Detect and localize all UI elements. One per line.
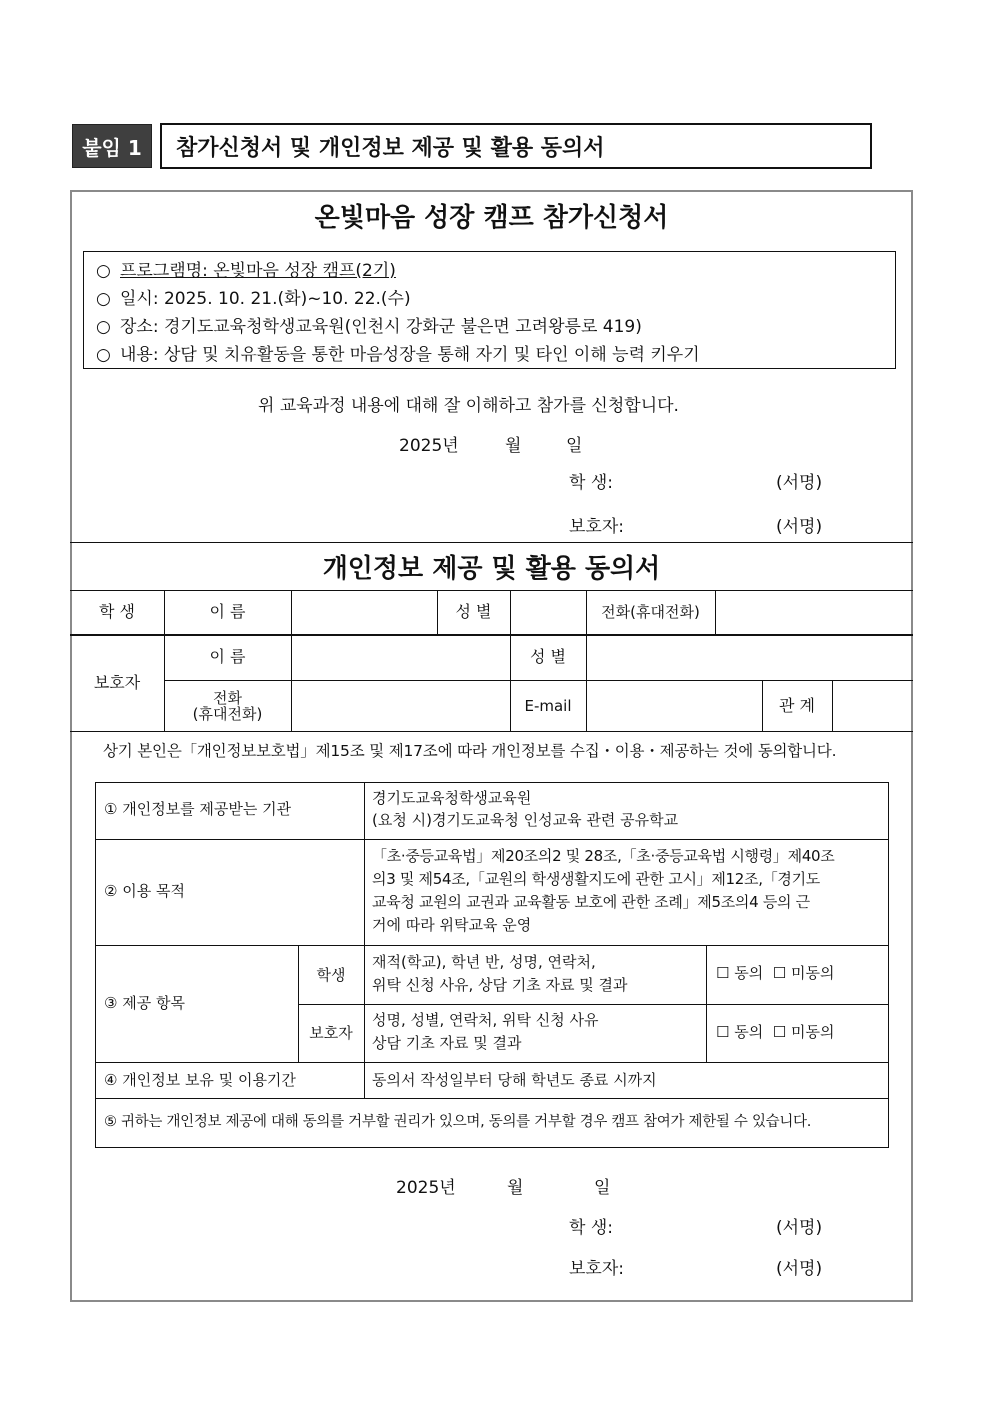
student-label: 학 생	[99, 602, 135, 621]
agree-label: 동의	[734, 964, 764, 982]
application-date-day[interactable]: 일	[566, 436, 583, 456]
student-phone-field[interactable]	[715, 590, 913, 634]
row3-guardian-line1: 성명, 성별, 연락처, 위탁 신청 사유	[372, 1011, 599, 1029]
section-divider	[70, 542, 913, 543]
row4-label: ④ 개인정보 보유 및 이용기간	[104, 1071, 296, 1089]
table-line	[95, 839, 889, 840]
row1-line2: (요청 시)경기도교육청 인성교육 관련 공유학교	[372, 811, 679, 829]
relation-field[interactable]	[832, 680, 913, 731]
row3-student-label: 학생	[316, 965, 346, 984]
program-info-box	[83, 251, 896, 369]
row2-line4: 거에 따라 위탁교육 운영	[372, 916, 532, 934]
table-line	[364, 945, 365, 1098]
row3-guardian-options	[716, 1020, 834, 1045]
row2-line1: 「초·중등교육법」제20조의2 및 28조,「초·중등교육법 시행령」제40조	[372, 847, 835, 865]
application-date-year[interactable]: 2025년	[399, 436, 459, 456]
guardian-name-field[interactable]	[291, 634, 510, 680]
student-agree-checkbox[interactable]: ☐ 동의	[716, 964, 764, 982]
application-guardian-sign[interactable]: (서명)	[776, 517, 823, 537]
consent-statement: 상기 본인은「개인정보보호법」제15조 및 제17조에 따라 개인정보를 수집・이용・제공하는 것에 동의합니다.	[103, 742, 837, 760]
row3-guardian-label: 보호자	[309, 1024, 353, 1042]
info-item-program: ○ 프로그램명: 온빛마음 성장 캠프(2기)	[96, 261, 396, 281]
guardian-phone-field[interactable]	[291, 680, 510, 731]
table-line	[95, 1098, 889, 1099]
row1-label: ① 개인정보를 제공받는 기관	[104, 800, 292, 818]
relation-label: 관 계	[779, 695, 815, 715]
row5-text: ⑤ 귀하는 개인정보 제공에 대해 동의를 거부할 권리가 있으며, 동의를 거부할 경우 캠프 참여가 제한될 수 있습니다.	[104, 1114, 812, 1130]
student-name-label: 이 름	[209, 602, 246, 621]
consent-date-day[interactable]: 일	[594, 1178, 611, 1198]
student-phone-label: 전화(휴대전화)	[601, 603, 700, 621]
table-line	[364, 782, 365, 945]
guardian-agree-checkbox[interactable]: ☐ 동의	[716, 1023, 764, 1041]
consent-date-month[interactable]: 월	[507, 1178, 524, 1198]
row2-line2: 의3 및 제54조,「교원의 학생생활지도에 관한 고시」제12조,「경기도	[372, 870, 820, 888]
student-disagree-checkbox[interactable]: ☐ 미동의	[772, 964, 835, 982]
info-item-content: ○ 내용: 상담 및 치유활동을 통한 마음성장을 통해 자기 및 타인 이해 능력 키우기	[96, 345, 700, 365]
guardian-phone-label-line2: (휴대전화)	[192, 704, 263, 723]
consent-guardian-sign[interactable]: (서명)	[776, 1259, 823, 1279]
application-guardian-label: 보호자:	[569, 517, 624, 537]
table-line	[298, 1004, 889, 1005]
student-name-field[interactable]	[291, 590, 437, 634]
info-item-place: ○ 장소: 경기도교육청학생교육원(인천시 강화군 불은면 고려왕릉로 419)	[96, 317, 642, 337]
guardian-phone-label	[164, 680, 291, 731]
disagree-label: 미동의	[790, 1023, 835, 1041]
row1-line1: 경기도교육청학생교육원	[372, 789, 532, 807]
document-title: 참가신청서 및 개인정보 제공 및 활용 동의서	[160, 123, 872, 169]
row4-text: 동의서 작성일부터 당해 학년도 종료 시까지	[372, 1071, 657, 1089]
application-title: 온빛마음 성장 캠프 참가신청서	[314, 203, 669, 233]
application-student-sign[interactable]: (서명)	[776, 473, 823, 493]
email-label: E-mail	[524, 696, 572, 715]
row3-label: ③ 제공 항목	[104, 994, 185, 1012]
guardian-disagree-checkbox[interactable]: ☐ 미동의	[772, 1023, 835, 1041]
row3-student-line1: 재적(학교), 학년 반, 성명, 연락처,	[372, 953, 596, 971]
row2-line3: 교육청 교원의 교권과 교육활동 보호에 관한 조례」제5조의4 등의 근	[372, 893, 810, 911]
consent-student-sign[interactable]: (서명)	[776, 1218, 823, 1238]
guardian-gender-label: 성 별	[530, 647, 566, 666]
row3-student-line2: 위탁 신청 사유, 상담 기초 자료 및 결과	[372, 976, 628, 994]
grid-line	[70, 731, 913, 732]
student-gender-field[interactable]	[510, 590, 586, 634]
info-item-date: ○ 일시: 2025. 10. 21.(화)~10. 22.(수)	[96, 289, 411, 309]
guardian-phone-label-line1: 전화	[213, 688, 242, 707]
student-gender-label: 성 별	[455, 602, 492, 621]
consent-date-year[interactable]: 2025년	[396, 1178, 456, 1198]
table-line	[95, 945, 889, 946]
application-date-month[interactable]: 월	[505, 436, 522, 456]
disagree-label: 미동의	[790, 964, 835, 982]
agree-label: 동의	[734, 1023, 764, 1041]
consent-guardian-label: 보호자:	[569, 1259, 624, 1279]
guardian-name-label: 이 름	[209, 647, 246, 666]
row3-guardian-line2: 상담 기초 자료 및 결과	[372, 1034, 522, 1052]
application-statement: 위 교육과정 내용에 대해 잘 이해하고 참가를 신청합니다.	[258, 396, 679, 416]
application-student-label: 학 생:	[569, 473, 613, 493]
row2-label: ② 이용 목적	[104, 882, 185, 900]
email-field[interactable]	[586, 680, 762, 731]
table-line	[706, 945, 707, 1062]
guardian-label: 보호자	[93, 672, 141, 692]
row3-student-options	[716, 961, 834, 986]
attachment-tag: 붙임 1	[72, 124, 152, 168]
consent-title: 개인정보 제공 및 활용 동의서	[322, 554, 661, 584]
table-line	[95, 1062, 889, 1063]
consent-student-label: 학 생:	[569, 1218, 613, 1238]
guardian-gender-field[interactable]	[586, 634, 913, 680]
